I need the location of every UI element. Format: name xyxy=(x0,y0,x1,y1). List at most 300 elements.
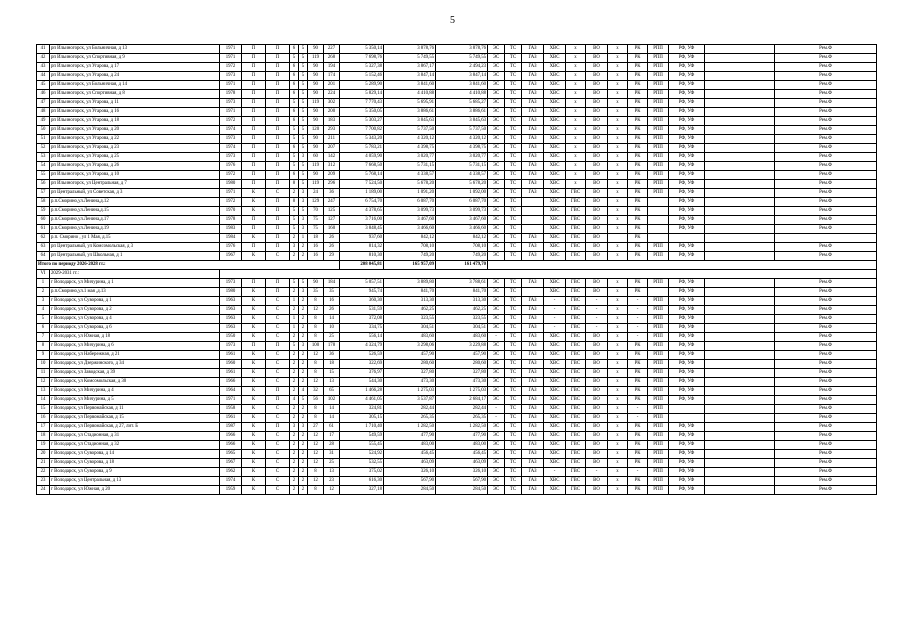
table-row xyxy=(37,180,877,189)
cell-wall-material: К xyxy=(242,306,266,315)
cell-es: ЭС xyxy=(488,315,505,324)
cell-rk: - xyxy=(628,333,648,342)
cell-floors: 3 xyxy=(290,423,299,432)
cell-blank xyxy=(705,360,775,369)
table-row xyxy=(37,189,877,198)
cell-rpp: РПП xyxy=(648,369,669,378)
cell-gvs: ГВС xyxy=(566,315,586,324)
cell-gaz: ГАЗ xyxy=(522,477,544,486)
cell-entrances: 3 xyxy=(299,342,308,351)
cell-floors: 2 xyxy=(290,486,299,495)
cell-year-built: 1962 xyxy=(220,468,242,477)
cell-total-area: 616,30 xyxy=(340,477,384,486)
cell-blank xyxy=(705,162,775,171)
cell-ts: ТС xyxy=(505,414,522,423)
cell-gaz: ГАЗ xyxy=(522,441,544,450)
cell-gaz: ГАЗ xyxy=(522,117,544,126)
cell-apartments: 12 xyxy=(308,432,324,441)
table-row xyxy=(37,441,877,450)
cell-building-type: С xyxy=(266,378,290,387)
cell-row-number: 51 xyxy=(37,135,50,144)
cell-vo: ВО xyxy=(586,198,608,207)
cell-building-type: П xyxy=(266,180,290,189)
cell-floors: 5 xyxy=(290,207,299,216)
cell-gvs: х xyxy=(566,153,586,162)
cell-x: х xyxy=(608,369,628,378)
cell-entrances: 5 xyxy=(299,54,308,63)
cell-fund: Рем.Ф xyxy=(775,81,877,90)
cell-address: г Володарск, ул Заводская, д 39 xyxy=(50,369,220,378)
cell-row-number: 11 xyxy=(37,369,50,378)
cell-rpp: РПП xyxy=(648,72,669,81)
cell-address: г Володарск, ул Суворова, д 6 xyxy=(50,324,220,333)
cell-hvs: ХВС xyxy=(544,351,566,360)
cell-rpp: РПП xyxy=(648,477,669,486)
cell-fund: Рем.Ф xyxy=(775,333,877,342)
cell-rpp xyxy=(648,288,669,297)
cell-rf-uf: РФ, УФ xyxy=(669,342,705,351)
cell-x: х xyxy=(608,288,628,297)
cell-building-type: С xyxy=(266,486,290,495)
cell-rpp: РПП xyxy=(648,81,669,90)
cell-gaz: ГАЗ xyxy=(522,414,544,423)
cell-address: р.п.Сморино,ул.Ленина,д.15 xyxy=(50,207,220,216)
section-row xyxy=(37,270,877,279)
cell-hvs: ХВС xyxy=(544,180,566,189)
cell-total-area: 945,74 xyxy=(340,288,384,297)
cell-blank xyxy=(705,432,775,441)
cell-rk: РК xyxy=(628,54,648,63)
total-label: Итого по периоду 2026-2028 гг.: xyxy=(37,261,340,270)
cell-gaz: ГАЗ xyxy=(522,306,544,315)
cell-row-number: 9 xyxy=(37,351,50,360)
cell-rk: РК xyxy=(628,351,648,360)
cell-entrances: 5 xyxy=(299,99,308,108)
cell-ts: ТС xyxy=(505,234,522,243)
cell-rk: РК xyxy=(628,162,648,171)
cell-ts: ТС xyxy=(505,198,522,207)
cell-hvs: ХВС xyxy=(544,387,566,396)
cell-total-area: 327,18 xyxy=(340,486,384,495)
cell-gaz: ГАЗ xyxy=(522,396,544,405)
cell-wall-material: К xyxy=(242,459,266,468)
cell-entrances: 2 xyxy=(299,306,308,315)
cell-residential-area: 3 889,80 xyxy=(384,279,436,288)
table-row xyxy=(37,405,877,414)
cell-x: х xyxy=(608,486,628,495)
cell-total-area: 334,75 xyxy=(340,324,384,333)
cell-year-built: 1974 xyxy=(220,126,242,135)
cell-ts: ТС xyxy=(505,216,522,225)
cell-ts: ТС xyxy=(505,315,522,324)
cell-year-built: 1971 xyxy=(220,81,242,90)
cell-wall-material: П xyxy=(242,162,266,171)
cell-residential-area: 3 099,73 xyxy=(384,207,436,216)
cell-rf-uf: РФ, УФ xyxy=(669,288,705,297)
cell-apartments: 56 xyxy=(308,396,324,405)
cell-vo: ВО xyxy=(586,72,608,81)
cell-fund: Рем.Ф xyxy=(775,477,877,486)
cell-building-type: С xyxy=(266,414,290,423)
cell-residential-area: 5 737,50 xyxy=(384,126,436,135)
cell-owned-area: 3 841,60 xyxy=(436,81,488,90)
cell-row-number: 10 xyxy=(37,360,50,369)
cell-floors: 6 xyxy=(290,90,299,99)
cell-building-type: С xyxy=(266,468,290,477)
cell-ts: ТС xyxy=(505,333,522,342)
cell-entrances: 5 xyxy=(299,162,308,171)
cell-apartments: 12 xyxy=(308,441,324,450)
cell-vo: - xyxy=(586,315,608,324)
cell-address: рп Ильиногорск, ул Угарова, д 26 xyxy=(50,162,220,171)
cell-residents: 31 xyxy=(324,450,340,459)
cell-apartments: 32 xyxy=(308,387,324,396)
cell-building-type: П xyxy=(266,99,290,108)
cell-ts: ТС xyxy=(505,288,522,297)
cell-row-number: 16 xyxy=(37,414,50,423)
cell-rk: - xyxy=(628,414,648,423)
cell-gaz: ГАЗ xyxy=(522,405,544,414)
cell-x: х xyxy=(608,117,628,126)
cell-ts: ТС xyxy=(505,171,522,180)
cell-floors: 1 xyxy=(290,324,299,333)
cell-gvs: х xyxy=(566,126,586,135)
cell-gaz: ГАЗ xyxy=(522,279,544,288)
cell-wall-material: П xyxy=(242,108,266,117)
cell-owned-area: 5 731,15 xyxy=(436,162,488,171)
cell-gvs: ГВС xyxy=(566,243,586,252)
cell-ts: ТС xyxy=(505,378,522,387)
cell-vo: ВО xyxy=(586,171,608,180)
cell-building-type: П xyxy=(266,63,290,72)
cell-total-area: 524,92 xyxy=(340,450,384,459)
cell-building-type: П xyxy=(266,207,290,216)
cell-entrances: 3 xyxy=(299,198,308,207)
cell-rpp: РПП xyxy=(648,279,669,288)
cell-x: х xyxy=(608,144,628,153)
cell-floors: 2 xyxy=(290,450,299,459)
section-number: VI xyxy=(37,270,50,279)
cell-es: ЭС xyxy=(488,360,505,369)
cell-gaz: ГАЗ xyxy=(522,243,544,252)
cell-row-number: 3 xyxy=(37,297,50,306)
cell-entrances: 5 xyxy=(299,396,308,405)
cell-rpp: РПП xyxy=(648,414,669,423)
cell-fund: Рем.Ф xyxy=(775,90,877,99)
cell-building-type: П xyxy=(266,243,290,252)
cell-blank xyxy=(705,414,775,423)
cell-blank xyxy=(705,279,775,288)
cell-fund: Рем.Ф xyxy=(775,117,877,126)
cell-residents: 29 xyxy=(324,252,340,261)
cell-floors: 5 xyxy=(290,279,299,288)
cell-residents: 207 xyxy=(324,144,340,153)
cell-hvs: ХВС xyxy=(544,342,566,351)
cell-rpp: РПП xyxy=(648,162,669,171)
cell-owned-area: 567,90 xyxy=(436,477,488,486)
cell-entrances: 2 xyxy=(299,351,308,360)
section-label: 2029-2031 гг.: xyxy=(50,270,220,279)
cell-row-number: 59 xyxy=(37,207,50,216)
cell-es: ЭС xyxy=(488,162,505,171)
cell-building-type: С xyxy=(266,351,290,360)
cell-owned-area: 1 282,50 xyxy=(436,423,488,432)
cell-es: ЭС xyxy=(488,486,505,495)
cell-apartments: 8 xyxy=(308,369,324,378)
cell-vo: ВО xyxy=(586,108,608,117)
cell-es: - xyxy=(488,405,505,414)
cell-address: г Володарск, ул Дзержинского, д 34 xyxy=(50,360,220,369)
cell-floors: 6 xyxy=(290,108,299,117)
cell-ts: ТС xyxy=(505,153,522,162)
cell-address: рп Ильиногорск, ул Угарова, д 10 xyxy=(50,171,220,180)
cell-rk: РК xyxy=(628,396,648,405)
cell-owned-area: 2 684,17 xyxy=(436,396,488,405)
cell-wall-material: П xyxy=(242,225,266,234)
cell-vo: ВО xyxy=(586,162,608,171)
cell-residents: 227 xyxy=(324,45,340,54)
cell-floors: 5 xyxy=(290,216,299,225)
cell-row-number: 57 xyxy=(37,189,50,198)
cell-wall-material: К xyxy=(242,405,266,414)
cell-wall-material: К xyxy=(242,450,266,459)
cell-rf-uf: РФ, УФ xyxy=(669,423,705,432)
cell-rf-uf: РФ, УФ xyxy=(669,117,705,126)
cell-entrances: 5 xyxy=(299,117,308,126)
cell-year-built: 1966 xyxy=(220,441,242,450)
cell-hvs: ХВС xyxy=(544,369,566,378)
cell-x: х xyxy=(608,81,628,90)
cell-es: ЭС xyxy=(488,189,505,198)
cell-ts: ТС xyxy=(505,423,522,432)
cell-blank xyxy=(705,486,775,495)
total-row xyxy=(37,261,877,270)
cell-vo: ВО xyxy=(586,243,608,252)
cell-apartments: 90 xyxy=(308,45,324,54)
cell-floors: 6 xyxy=(290,63,299,72)
cell-blank xyxy=(705,171,775,180)
cell-gvs: х xyxy=(566,144,586,153)
cell-rf-uf: РФ, УФ xyxy=(669,45,705,54)
cell-rpp: РПП xyxy=(648,468,669,477)
cell-vo: ВО xyxy=(586,423,608,432)
cell-row-number: 17 xyxy=(37,423,50,432)
cell-apartments: 90 xyxy=(308,90,324,99)
table-row xyxy=(37,360,877,369)
cell-residential-area: 3 467,60 xyxy=(384,216,436,225)
cell-gaz: ГАЗ xyxy=(522,171,544,180)
cell-blank xyxy=(705,441,775,450)
cell-total-area: 372,08 xyxy=(340,315,384,324)
cell-rpp xyxy=(648,216,669,225)
cell-apartments: 70 xyxy=(308,207,324,216)
cell-entrances: 5 xyxy=(299,90,308,99)
cell-total-area: 376,97 xyxy=(340,369,384,378)
cell-address: рп Ильиногорск, ул Спортивная, д 8 xyxy=(50,90,220,99)
cell-blank xyxy=(705,351,775,360)
cell-total-area: 5 350,05 xyxy=(340,108,384,117)
cell-gaz: ГАЗ xyxy=(522,450,544,459)
cell-fund: Рем.Ф xyxy=(775,171,877,180)
cell-owned-area: 284,50 xyxy=(436,486,488,495)
cell-apartments: 119 xyxy=(308,99,324,108)
cell-wall-material: К xyxy=(242,414,266,423)
cell-wall-material: К xyxy=(242,234,266,243)
cell-wall-material: П xyxy=(242,99,266,108)
cell-rpp xyxy=(648,225,669,234)
cell-vo: ВО xyxy=(586,333,608,342)
cell-wall-material: П xyxy=(242,216,266,225)
cell-building-type: П xyxy=(266,45,290,54)
cell-year-built: 1987 xyxy=(220,423,242,432)
cell-wall-material: К xyxy=(242,441,266,450)
cell-gaz xyxy=(522,207,544,216)
cell-owned-area: 708,10 xyxy=(436,243,488,252)
cell-blank xyxy=(705,72,775,81)
cell-total-area: 322,69 xyxy=(340,360,384,369)
cell-gaz: ГАЗ xyxy=(522,135,544,144)
cell-owned-area: 3 878,76 xyxy=(436,45,488,54)
cell-rf-uf: РФ, УФ xyxy=(669,360,705,369)
cell-fund: Рем.Ф xyxy=(775,405,877,414)
cell-ts: ТС xyxy=(505,306,522,315)
cell-x: х xyxy=(608,378,628,387)
cell-blank xyxy=(705,333,775,342)
cell-total-area: 5 768,14 xyxy=(340,171,384,180)
cell-gvs: ГВС xyxy=(566,441,586,450)
cell-x: х xyxy=(608,387,628,396)
cell-address: рп Ильиногорск, ул Угарова, д 17 xyxy=(50,63,220,72)
cell-fund: Рем.Ф xyxy=(775,441,877,450)
cell-wall-material: П xyxy=(242,117,266,126)
cell-address: рп Ильиногорск, ул Больничная, д 14 xyxy=(50,81,220,90)
cell-blank xyxy=(705,315,775,324)
cell-floors: 2 xyxy=(290,333,299,342)
cell-apartments: 18 xyxy=(308,234,324,243)
cell-apartments: 8 xyxy=(308,333,324,342)
cell-wall-material: П xyxy=(242,279,266,288)
cell-rpp xyxy=(648,198,669,207)
cell-wall-material: К xyxy=(242,423,266,432)
cell-building-type: С xyxy=(266,477,290,486)
cell-gaz: ГАЗ xyxy=(522,459,544,468)
cell-blank xyxy=(705,342,775,351)
cell-es: ЭС xyxy=(488,54,505,63)
cell-es: - xyxy=(488,414,505,423)
cell-ts: ТС xyxy=(505,396,522,405)
cell-rk: РК xyxy=(628,477,648,486)
cell-year-built: 1984 xyxy=(220,234,242,243)
cell-es: ЭС xyxy=(488,378,505,387)
cell-total-area: 5 783,21 xyxy=(340,144,384,153)
cell-rk: - xyxy=(628,468,648,477)
cell-rpp: РПП xyxy=(648,315,669,324)
cell-total-area: 5 057,51 xyxy=(340,279,384,288)
cell-entrances: 2 xyxy=(299,297,308,306)
cell-hvs: ХВС xyxy=(544,45,566,54)
cell-gaz: ГАЗ xyxy=(522,180,544,189)
cell-vo: ВО xyxy=(586,126,608,135)
cell-apartments: 16 xyxy=(308,252,324,261)
cell-year-built: 1971 xyxy=(220,396,242,405)
cell-year-built: 1974 xyxy=(220,477,242,486)
cell-hvs: ХВС xyxy=(544,288,566,297)
cell-owned-area: 483,60 xyxy=(436,333,488,342)
cell-rk: РК xyxy=(628,90,648,99)
cell-owned-area: 3 886,61 xyxy=(436,108,488,117)
cell-owned-area: 327,80 xyxy=(436,369,488,378)
cell-es: ЭС xyxy=(488,234,505,243)
cell-residents: 174 xyxy=(324,72,340,81)
cell-year-built: 1961 xyxy=(220,369,242,378)
cell-address: г Володарск, ул Мичурина, д 4 xyxy=(50,387,220,396)
cell-gvs: ГВС xyxy=(566,333,586,342)
cell-apartments: 119 xyxy=(308,180,324,189)
cell-es: - xyxy=(488,333,505,342)
cell-rk: РК xyxy=(628,486,648,495)
cell-entrances: 2 xyxy=(299,369,308,378)
cell-es: ЭС xyxy=(488,153,505,162)
cell-hvs: ХВС xyxy=(544,432,566,441)
cell-entrances: 3 xyxy=(299,216,308,225)
cell-address: рп Ильиногорск, ул Угарова, д 24 xyxy=(50,72,220,81)
table-row xyxy=(37,45,877,54)
cell-x: х xyxy=(608,477,628,486)
cell-rf-uf: РФ, УФ xyxy=(669,144,705,153)
cell-residential-area: 3 886,61 xyxy=(384,108,436,117)
cell-total-area: 937,60 xyxy=(340,234,384,243)
cell-rf-uf: РФ, УФ xyxy=(669,207,705,216)
cell-apartments: 12 xyxy=(308,378,324,387)
cell-residential-area: 473,30 xyxy=(384,378,436,387)
cell-floors: 5 xyxy=(290,135,299,144)
cell-year-built: 1980 xyxy=(220,288,242,297)
cell-blank xyxy=(705,369,775,378)
cell-building-type: С xyxy=(266,297,290,306)
cell-gvs: х xyxy=(566,171,586,180)
cell-gaz xyxy=(522,288,544,297)
cell-es: ЭС xyxy=(488,351,505,360)
cell-gaz: ГАЗ xyxy=(522,189,544,198)
table-row xyxy=(37,288,877,297)
cell-residents: 16 xyxy=(324,297,340,306)
cell-hvs: ХВС xyxy=(544,90,566,99)
cell-residents: 35 xyxy=(324,288,340,297)
cell-address: рп Ильиногорск, ул Угарова, д 25 xyxy=(50,153,220,162)
cell-rpp: РПП xyxy=(648,243,669,252)
cell-building-type: П xyxy=(266,72,290,81)
table-row xyxy=(37,63,877,72)
table-row xyxy=(37,153,877,162)
cell-building-type: С xyxy=(266,315,290,324)
cell-owned-area: 3 788,61 xyxy=(436,279,488,288)
cell-floors: 6 xyxy=(290,45,299,54)
cell-rpp: РПП xyxy=(648,63,669,72)
cell-address: г Володарск, ул Первомайская, д 11 xyxy=(50,405,220,414)
cell-blank xyxy=(705,126,775,135)
cell-rf-uf: РФ, УФ xyxy=(669,171,705,180)
cell-fund: Рем.Ф xyxy=(775,252,877,261)
cell-rf-uf: РФ, УФ xyxy=(669,324,705,333)
cell-gvs: х xyxy=(566,99,586,108)
cell-floors: 2 xyxy=(290,405,299,414)
cell-residential-area: 3 298,06 xyxy=(384,342,436,351)
cell-floors: 2 xyxy=(290,387,299,396)
cell-wall-material: К xyxy=(242,207,266,216)
cell-year-built: 1967 xyxy=(220,459,242,468)
cell-wall-material: К xyxy=(242,324,266,333)
cell-es: ЭС xyxy=(488,387,505,396)
